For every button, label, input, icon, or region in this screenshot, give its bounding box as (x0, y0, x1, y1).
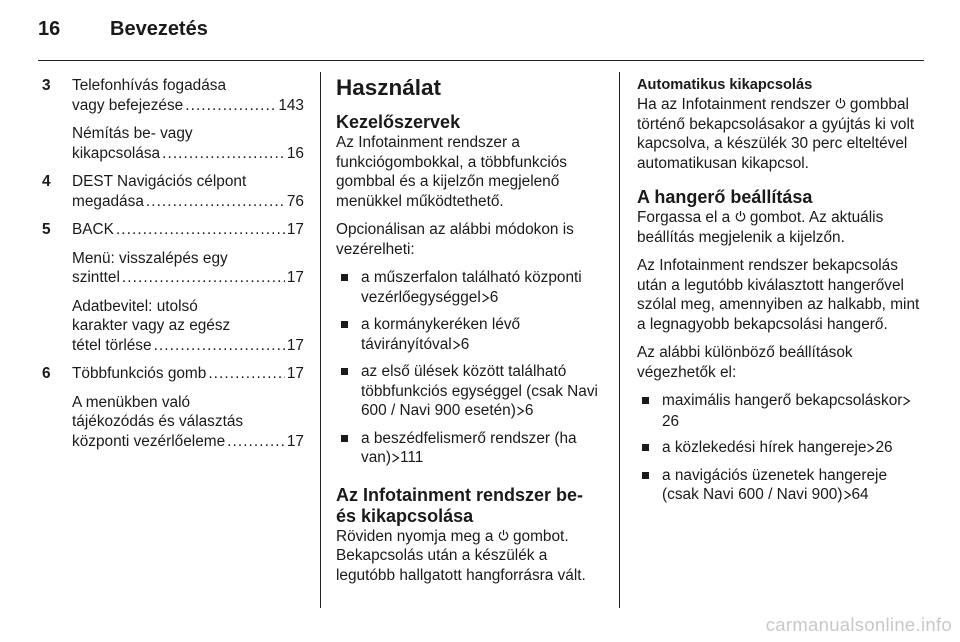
toc-text: DEST Navigációs célpont (72, 173, 247, 190)
column-divider-1 (320, 72, 321, 608)
toc-entry (42, 76, 304, 115)
list-item-text: a navigációs üzenetek hangereje (csak Navi 600 / Navi 900) (662, 466, 888, 503)
volume-paragraph-1: Forgassa el a gombot. Az aktuális beállítás megjelenik a kijelzőn. (637, 209, 884, 246)
toc-text: Többfunkciós gomb (72, 365, 207, 382)
options-paragraph: Opcionálisan az alábbi módokon is vezérelheti: (336, 221, 574, 258)
control-options-list (336, 268, 608, 469)
page-reference: 17 (286, 221, 304, 238)
page-reference: 64 (851, 486, 869, 503)
page-reference: 76 (286, 192, 304, 210)
chapter-title: Bevezetés (110, 18, 208, 40)
list-item (340, 429, 608, 469)
toc-entry (42, 297, 304, 356)
xref-arrow-icon (902, 392, 911, 412)
list-item-text: maximális hangerő bekapcsoláskor (662, 392, 903, 409)
page-reference: 6 (524, 402, 534, 419)
power-button-icon (735, 209, 750, 226)
list-item (340, 362, 608, 422)
page-reference: 143 (278, 96, 304, 114)
toc-text: megadása (72, 192, 144, 210)
dot-leader (208, 364, 285, 384)
control-number: 3 (42, 77, 51, 94)
volume-paragraph-2: Az Infotainment rendszer bekapcsolás után a legutóbb kiválasztott hangerővel szólal meg, amennyiben az halkabb, mint a legnagyobb bekapcsolási hangerő. (637, 257, 920, 333)
controls-list (42, 76, 304, 451)
toc-text: kikapcsolása (72, 144, 161, 162)
toc-text: Némítás be- vagy (72, 125, 193, 142)
watermark: carmanualsonline.info (765, 614, 952, 635)
page-reference: 26 (662, 412, 680, 430)
xref-arrow-icon (843, 486, 852, 506)
page-reference: 17 (286, 432, 304, 450)
toc-text: tájékozódás és választás (72, 413, 244, 430)
toc-text: Telefonhívás fogadása (72, 77, 227, 94)
page-reference: 17 (286, 336, 304, 354)
page-reference: 111 (399, 449, 424, 466)
volume-column (637, 76, 924, 513)
list-item-text: a kormánykeréken lévő távirányítóval (361, 316, 521, 353)
usage-column (336, 76, 608, 594)
dot-leader (116, 220, 285, 240)
page-reference: 26 (875, 439, 893, 456)
toc-entry (42, 124, 304, 163)
page-reference: 17 (286, 269, 304, 286)
column-divider-2 (619, 72, 620, 608)
page-number: 16 (38, 18, 61, 40)
toc-text: szinttel (72, 269, 120, 286)
list-item-text: a beszédfelismerő rendszer (ha van) (361, 429, 577, 466)
auto-off-heading: Automatikus kikapcsolás (637, 77, 813, 93)
xref-arrow-icon (516, 402, 525, 422)
volume-heading: A hangerő beállítása (637, 187, 813, 207)
dot-leader (185, 96, 276, 116)
power-heading: Az Infotainment rendszer be- és kikapcsolása (336, 484, 584, 526)
page-reference: 6 (460, 335, 470, 353)
control-number: 4 (42, 173, 51, 190)
dot-leader (162, 144, 285, 164)
volume-options-list (637, 391, 924, 506)
toc-text: A menükben való (72, 393, 191, 411)
section-title: Használat (336, 75, 442, 100)
toc-text: BACK (72, 221, 114, 238)
power-button-icon (498, 528, 513, 545)
xref-arrow-icon (452, 336, 461, 356)
page-reference: 16 (286, 144, 304, 162)
control-number: 5 (42, 221, 51, 238)
volume-paragraph-3: Az alábbi különböző beállítások végezhetők el: (637, 344, 853, 381)
toc-entry (42, 249, 304, 288)
page-header (38, 18, 208, 41)
dot-leader (227, 432, 285, 452)
list-item (641, 438, 924, 459)
toc-text: Adatbevitel: utolsó (72, 297, 198, 315)
toc-text: tétel törlése (72, 336, 152, 354)
page-reference: 6 (489, 288, 499, 306)
power-paragraph: Röviden nyomja meg a gombot. Bekapcsolás után a készülék a legutóbb hallgatott hangforrásra vált. (336, 527, 586, 584)
header-divider (38, 60, 924, 61)
dot-leader (122, 268, 285, 288)
list-item-text: a közlekedési hírek hangereje (662, 439, 867, 456)
toc-entry (42, 220, 304, 240)
toc-entry (42, 364, 304, 384)
page-reference: 17 (286, 365, 304, 382)
power-button-icon (835, 96, 850, 113)
list-item (340, 315, 608, 355)
xref-arrow-icon (391, 449, 400, 469)
dot-leader (146, 192, 285, 212)
dot-leader (154, 336, 285, 356)
xref-arrow-icon (481, 289, 490, 309)
controls-paragraph: Az Infotainment rendszer a funkciógombokkal, a többfunkciós gombbal és a kijelzőn megjelenő menükkel működtethető. (336, 134, 567, 210)
toc-text: karakter vagy az egész (72, 317, 231, 334)
toc-entry (42, 393, 304, 452)
list-item-text: a műszerfalon található központi vezérlőegységgel (361, 269, 582, 306)
toc-text: vagy befejezése (72, 96, 184, 114)
list-item (340, 268, 608, 308)
toc-text: központi vezérlőeleme (72, 432, 226, 450)
toc-entry (42, 172, 304, 211)
toc-text: Menü: visszalépés egy (72, 249, 228, 267)
list-item-text: az első ülések között található többfunkciós egységgel (csak Navi 600 / Navi 900 esetén) (361, 363, 598, 419)
auto-off-paragraph: Ha az Infotainment rendszer gombbal történő bekapcsolásakor a gyújtás ki volt kapcsolva, a készülék 30 perc elteltével automatikusan kikapcsol. (637, 96, 915, 172)
list-item (641, 391, 924, 431)
list-item (641, 466, 924, 506)
controls-heading: Kezelőszervek (336, 112, 461, 132)
control-number: 6 (42, 365, 51, 382)
